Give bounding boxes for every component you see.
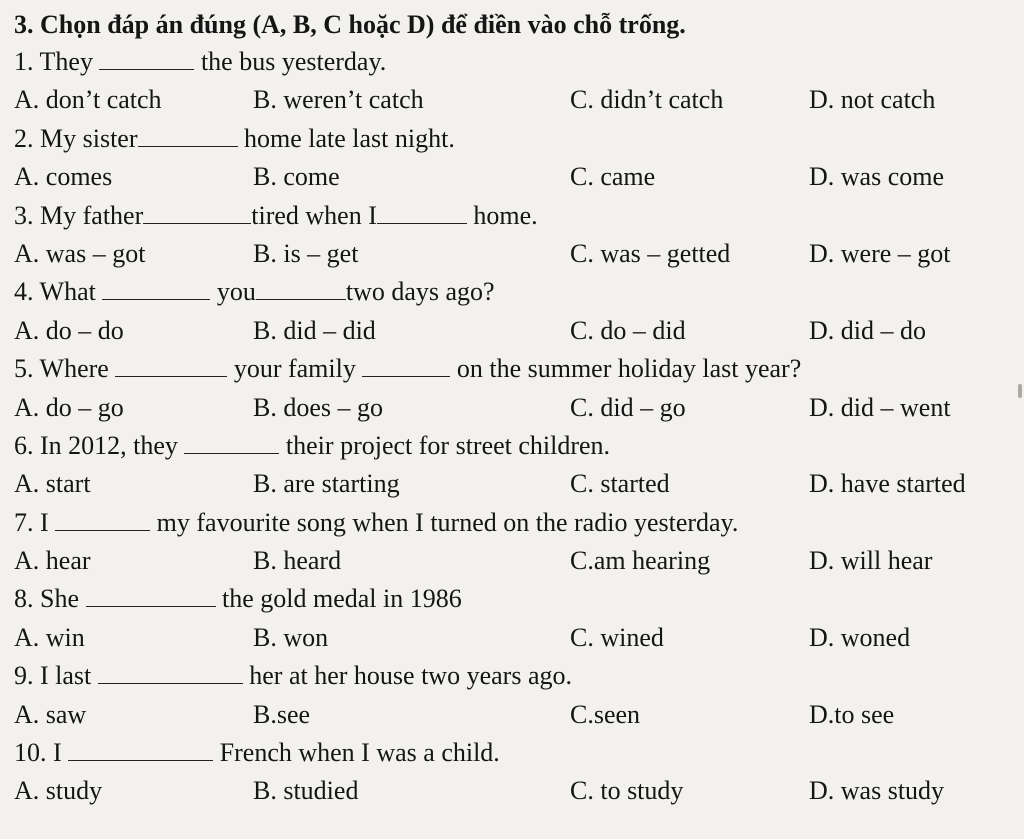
option-c: C.am hearing [570,546,711,576]
options-8 [14,619,1024,657]
options-4 [14,312,1024,350]
option-d: D. were – got [809,238,951,268]
option-b: B.see [253,699,311,729]
question-text: her at her house two years ago. [242,661,572,691]
answer-blank [256,275,346,300]
option-a: A. saw [14,699,87,729]
option-a: A. don’t catch [14,85,162,115]
option-a: A. start [14,469,91,499]
question-text: 4. What [14,277,103,307]
question-text: the gold medal in 1986 [215,584,462,614]
question-text: 6. In 2012, they [14,430,185,460]
question-text: 1. They [14,47,100,76]
question-9 [14,657,1024,695]
answer-blank [184,429,279,454]
question-text: 8. She [14,584,86,614]
option-d: D. have started [809,469,966,499]
answer-blank [362,352,450,377]
question-text: French when I was a child. [213,738,500,768]
question-text: 2. My sister [14,123,138,153]
question-3 [14,197,1024,235]
option-c: C. do – did [570,315,686,345]
question-text: 5. Where [14,354,116,384]
option-d: D. not catch [809,85,936,115]
question-text: 10. I [14,738,69,768]
option-b: B. won [253,622,329,652]
option-a: A. comes [14,162,113,192]
option-a: A. win [14,622,85,652]
option-a: A. do – do [14,315,124,345]
answer-blank [138,122,238,147]
answer-blank [115,352,227,377]
option-c: C. to study [570,776,684,806]
question-8 [14,580,1024,618]
option-a: A. was – got [14,238,146,268]
option-d: D. was come [809,162,945,192]
question-text: you [210,277,256,307]
options-7 [14,542,1024,580]
question-text: two days ago? [345,277,495,307]
question-text: my favourite song when I turned on the radio yesterday. [150,507,739,537]
options-6 [14,465,1024,503]
option-c: C. did – go [570,392,686,422]
option-d: D. woned [809,622,911,652]
option-d: D.to see [809,699,895,729]
answer-blank [377,199,467,224]
answer-blank [86,582,216,607]
options-5 [14,389,1024,427]
option-c: C. wined [570,622,664,652]
option-b: B. studied [253,776,359,806]
option-a: A. hear [14,546,91,576]
question-text: tired when I [251,200,377,230]
question-text: your family [227,354,363,384]
answer-blank [102,275,210,300]
option-c: C. was – getted [570,238,731,268]
answer-blank [68,736,213,761]
option-b: B. are starting [253,469,400,499]
question-1 [14,43,1024,81]
answer-blank [55,506,150,531]
option-b: B. weren’t catch [253,85,424,115]
option-c: C. didn’t catch [570,85,724,115]
question-text: their project for street children. [279,430,611,460]
option-c: C. came [570,162,656,192]
question-5 [14,350,1024,388]
options-10 [14,772,1024,810]
answer-blank [98,659,243,684]
exercise-heading: 3. Chọn đáp án đúng (A, B, C hoặc D) để điền vào chỗ trống. [14,10,686,39]
question-10 [14,734,1024,772]
option-b: B. heard [253,546,342,576]
option-b: B. is – get [253,238,359,268]
option-d: D. will hear [809,546,933,576]
options-1 [14,81,1024,119]
answer-blank [143,199,251,224]
answer-blank [99,45,194,70]
question-text: the bus yesterday. [194,47,387,76]
option-d: D. was study [809,776,945,806]
question-7 [14,504,1024,542]
option-a: A. do – go [14,392,124,422]
edge-mark [1018,384,1022,398]
option-c: C.seen [570,699,641,729]
question-2 [14,120,1024,158]
question-text: 3. My father [14,200,144,230]
options-2 [14,158,1024,196]
question-text: home late last night. [237,123,455,153]
option-c: C. started [570,469,670,499]
option-a: A. study [14,776,103,806]
question-text: 9. I last [14,661,98,691]
option-b: B. come [253,162,340,192]
options-3 [14,235,1024,273]
question-text: on the summer holiday last year? [450,354,802,384]
option-d: D. did – do [809,315,926,345]
option-b: B. did – did [253,315,376,345]
question-text: 7. I [14,507,56,537]
option-d: D. did – went [809,392,951,422]
question-text: home. [466,200,538,230]
options-9 [14,696,1024,734]
question-4 [14,273,1024,311]
option-b: B. does – go [253,392,383,422]
question-6 [14,427,1024,465]
